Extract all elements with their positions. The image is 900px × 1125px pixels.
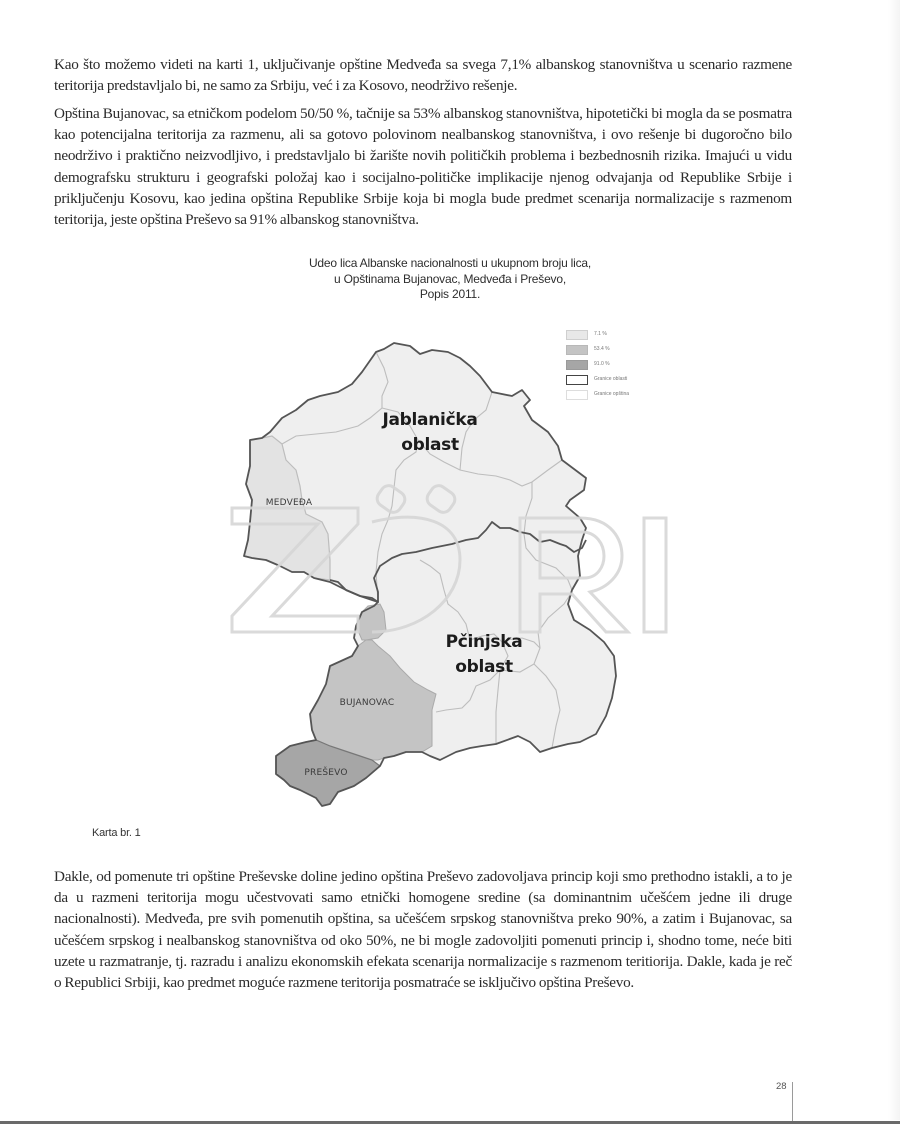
municipality-label-medvedja: MEDVEĐA bbox=[265, 498, 313, 508]
legend-swatch-53-4 bbox=[566, 345, 588, 355]
region-label-pcinjska-line-2: oblast bbox=[455, 657, 513, 677]
paragraph-3: Dakle, od pomenute tri opštine Preševske doline jedino opština Preševo zadovoljava princip koji smo prethodno istakli, a to je da u razmeni teritorija mogu učestvovati samo etnički homogene sredine (sa dominantnim učešćem jedne ili druge nacionalnosti). Medveđa, pre svih pomenutih opština, sa učešćem srpskog stanovništva preko 90%, a zatim i Bujanovac, sa učešćem srpskog i nealbanskog stanovništva od oko 50%, ne bi mogle zadovoljiti pomenuti princip i, shodno tome, neće biti uzete u razmatranje, tj. razradu i analizu ekonomskih efekata scenarija normalizacije s razmenom teritiorija. Dakle, kada je reč o Republici Srbiji, kao predmet moguće razmene teritorija posmatraće se isključivo opština Preševo. bbox=[54, 868, 792, 992]
paragraph-2: Opština Bujanovac, sa etničkom podelom 50/50 %, tačnije sa 53% albanskog stanovništva, hipotetički bi mogla da se posmatra kao potencijalna teritorija za razmenu, ali sa gotovo polovinom nealbanskog stanovništva, i ovo rešenje bi dugoročno bilo neodrživo i praktično neizvodljivo, i predstavljalo bi žarište novih političkih problema i bezbednosnih rizika. Imajući u vidu demografsku strukturu i geografski položaj kao i socijalno-političke implikacije njenog odvajanja od Republike Srbije i priključenju Kosovu, kao jedina opština Republike Srbije koja bi mogla bude predmet scenarija normalizacije s razmenom teritorija, jeste opština Preševo sa 91% albanskog stanovništva. bbox=[54, 105, 792, 229]
page-number: 28 bbox=[776, 1081, 787, 1092]
legend-label-municipality-border: Granice opština bbox=[594, 391, 630, 397]
map-title-line-2: u Opštinama Bujanovac, Medveđa i Preševo, bbox=[334, 271, 566, 286]
legend-label-53-4: 53.4 % bbox=[594, 346, 610, 352]
region-label-pcinjska bbox=[424, 630, 544, 680]
municipality-label-bujanovac: BUJANOVAC bbox=[339, 698, 395, 708]
region-label-jablanicka-line-1: Jablanička bbox=[382, 410, 478, 430]
watermark-letter-i bbox=[644, 518, 666, 632]
legend-label-region-border: Granice oblasti bbox=[594, 376, 628, 382]
municipality-label-presevo: PREŠEVO bbox=[304, 768, 348, 778]
legend-label-7-1: 7.1 % bbox=[594, 331, 607, 337]
legend-swatch-7-1 bbox=[566, 330, 588, 340]
region-label-pcinjska-line-1: Pčinjska bbox=[445, 632, 523, 652]
region-label-jablanicka-line-2: oblast bbox=[401, 435, 459, 455]
legend-label-91-0: 91.0 % bbox=[594, 361, 610, 367]
page-number-divider bbox=[792, 1082, 793, 1122]
map-title-line-1: Udeo lica Albanske nacionalnosti u ukupnom broju lica, bbox=[308, 256, 592, 270]
map-title-line-3: Popis 2011. bbox=[419, 287, 481, 301]
legend-swatch-municipality-border bbox=[566, 390, 588, 400]
map-caption: Karta br. 1 bbox=[92, 827, 141, 839]
paragraph-1: Kao što možemo videti na karti 1, uključivanje opštine Medveđa sa svega 7,1% albanskog stanovništva u scenario razmene teritorija predstavljalo bi, ne samo za Srbiju, već i za Kosovo, neodrživo rešenje. bbox=[54, 56, 792, 95]
legend-swatch-region-border bbox=[566, 375, 588, 385]
legend-swatch-91-0 bbox=[566, 360, 588, 370]
page-bottom-rule bbox=[0, 1121, 900, 1124]
region-label-jablanicka bbox=[370, 408, 490, 458]
